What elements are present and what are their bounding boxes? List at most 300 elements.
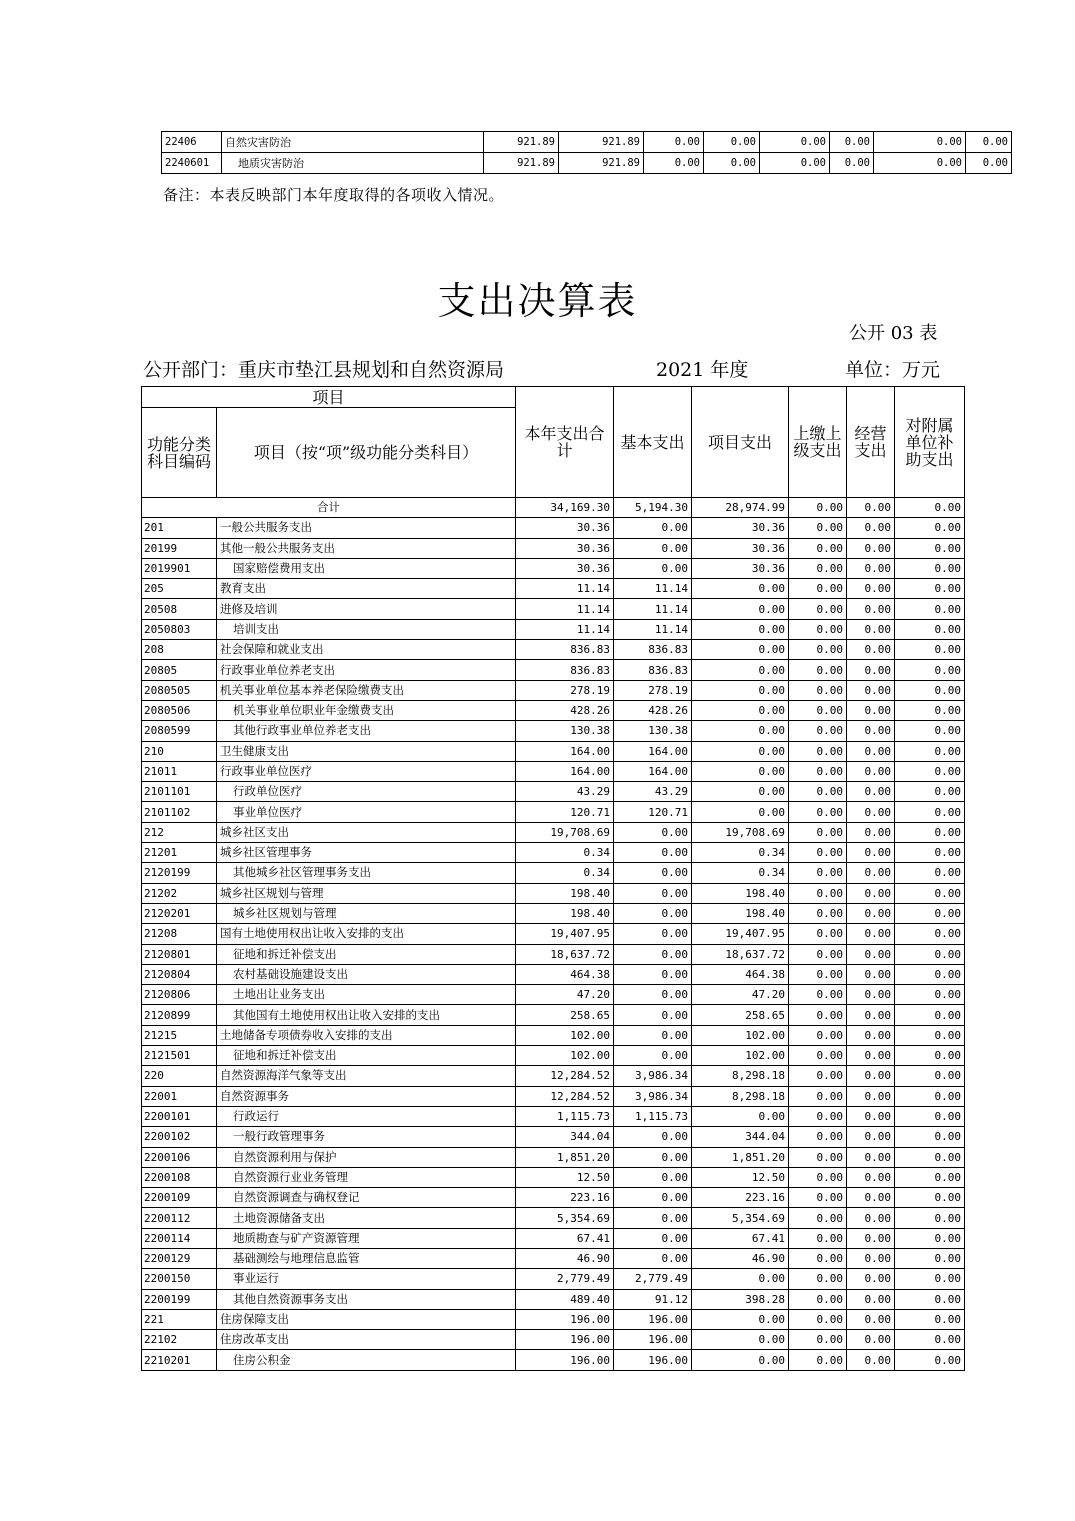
value-cell: 0.00: [895, 883, 965, 903]
value-cell: 0.00: [789, 843, 847, 863]
value-cell: 0.00: [847, 843, 895, 863]
value-cell: 0.00: [895, 640, 965, 660]
table-row: [142, 1046, 965, 1066]
value-cell: 0.00: [895, 1046, 965, 1066]
value-cell: 0.00: [847, 1127, 895, 1147]
table-row: [142, 883, 965, 903]
value-cell: 196.00: [614, 1330, 692, 1350]
value-cell: 5,354.69: [516, 1208, 614, 1228]
value-cell: 258.65: [516, 1005, 614, 1025]
value-cell: 0.00: [847, 579, 895, 599]
name-cell: 其他城乡社区管理事务支出: [217, 863, 516, 883]
table-row: [142, 822, 965, 842]
value-cell: 0.00: [895, 1350, 965, 1370]
value-cell: 0.00: [895, 558, 965, 578]
table-row: [142, 538, 965, 558]
name-cell: 住房保障支出: [217, 1309, 516, 1329]
value-cell: 0.00: [789, 599, 847, 619]
header-basic: 基本支出: [614, 387, 692, 498]
value-cell: 0.00: [895, 1309, 965, 1329]
value-cell: 0.00: [895, 721, 965, 741]
value-cell: 0.00: [895, 1127, 965, 1147]
code-cell: 2050803: [142, 619, 217, 639]
value-cell: 0.00: [789, 1330, 847, 1350]
value-cell: 0.00: [847, 619, 895, 639]
name-cell: 培训支出: [217, 619, 516, 639]
value-cell: 102.00: [692, 1025, 789, 1045]
value-cell: 0.00: [692, 782, 789, 802]
value-cell: 0.00: [692, 1350, 789, 1370]
department-label: 公开部门：重庆市垫江县规划和自然资源局: [143, 359, 505, 381]
value-cell: 0.00: [895, 1289, 965, 1309]
total-label: 合计: [142, 498, 516, 518]
value-cell: 0.00: [789, 1086, 847, 1106]
code-cell: 21201: [142, 843, 217, 863]
value-cell: 8,298.18: [692, 1066, 789, 1086]
value-cell: 0.00: [895, 1330, 965, 1350]
value-cell: 0.00: [789, 903, 847, 923]
table-row: [162, 132, 1012, 153]
value-cell: 0.00: [847, 1086, 895, 1106]
value-cell: 0.00: [692, 700, 789, 720]
value-cell: 11.14: [516, 579, 614, 599]
value-cell: 47.20: [692, 985, 789, 1005]
value-cell: 120.71: [516, 802, 614, 822]
value-cell: 0.00: [830, 153, 874, 174]
value-cell: 164.00: [614, 761, 692, 781]
value-cell: 0.00: [789, 619, 847, 639]
value-cell: 198.40: [692, 903, 789, 923]
code-cell: 2200101: [142, 1106, 217, 1126]
code-cell: 221: [142, 1309, 217, 1329]
value-cell: 0.00: [789, 700, 847, 720]
value-cell: 0.00: [704, 153, 760, 174]
value-cell: 0.00: [847, 1147, 895, 1167]
value-cell: 0.00: [895, 1005, 965, 1025]
name-cell: 进修及培训: [217, 599, 516, 619]
value-cell: 0.00: [847, 822, 895, 842]
value-cell: 198.40: [692, 883, 789, 903]
value-cell: 0.00: [789, 761, 847, 781]
table-row: [142, 1289, 965, 1309]
code-cell: 22001: [142, 1086, 217, 1106]
value-cell: 19,708.69: [692, 822, 789, 842]
value-cell: 0.00: [847, 498, 895, 518]
header-upper: 上缴上级支出: [789, 387, 847, 498]
value-cell: 0.00: [895, 944, 965, 964]
value-cell: 0.00: [895, 619, 965, 639]
value-cell: 11.14: [614, 619, 692, 639]
value-cell: 398.28: [692, 1289, 789, 1309]
value-cell: 0.00: [614, 1147, 692, 1167]
code-cell: 2120201: [142, 903, 217, 923]
value-cell: 0.00: [614, 985, 692, 1005]
code-cell: 21202: [142, 883, 217, 903]
table-row: [142, 1228, 965, 1248]
value-cell: 0.00: [789, 1005, 847, 1025]
value-cell: 0.00: [789, 558, 847, 578]
table-row: [142, 802, 965, 822]
value-cell: 0.00: [847, 782, 895, 802]
code-cell: 21208: [142, 924, 217, 944]
value-cell: 0.00: [895, 1248, 965, 1268]
value-cell: 0.00: [847, 964, 895, 984]
value-cell: 836.83: [516, 660, 614, 680]
value-cell: 0.34: [516, 843, 614, 863]
table-row: [142, 1005, 965, 1025]
code-cell: 2200106: [142, 1147, 217, 1167]
value-cell: 0.00: [789, 863, 847, 883]
table-row: [142, 1127, 965, 1147]
name-cell: 征地和拆迁补偿支出: [217, 1046, 516, 1066]
code-cell: 22406: [162, 132, 222, 153]
value-cell: 0.00: [789, 782, 847, 802]
header-item: 项目: [142, 387, 516, 408]
value-cell: 164.00: [516, 741, 614, 761]
value-cell: 3,986.34: [614, 1066, 692, 1086]
value-cell: 0.00: [614, 1188, 692, 1208]
value-cell: 0.00: [847, 761, 895, 781]
value-cell: 0.00: [847, 1228, 895, 1248]
value-cell: 0.00: [847, 1167, 895, 1187]
value-cell: 0.00: [789, 1167, 847, 1187]
table-row: [142, 924, 965, 944]
table-row: [142, 944, 965, 964]
value-cell: 130.38: [516, 721, 614, 741]
value-cell: 196.00: [614, 1350, 692, 1370]
name-cell: 其他自然资源事务支出: [217, 1289, 516, 1309]
value-cell: 921.89: [484, 153, 559, 174]
table-row: [142, 1208, 965, 1228]
value-cell: 0.00: [789, 944, 847, 964]
value-cell: 0.00: [847, 680, 895, 700]
value-cell: 0.00: [847, 660, 895, 680]
table-row: [142, 903, 965, 923]
value-cell: 0.00: [895, 782, 965, 802]
value-cell: 0.00: [847, 1025, 895, 1045]
value-cell: 0.00: [847, 538, 895, 558]
name-cell: 地质灾害防治: [222, 153, 484, 174]
value-cell: 30.36: [692, 518, 789, 538]
value-cell: 0.00: [895, 1208, 965, 1228]
name-cell: 一般行政管理事务: [217, 1127, 516, 1147]
name-cell: 行政单位医疗: [217, 782, 516, 802]
value-cell: 102.00: [692, 1046, 789, 1066]
name-cell: 地质勘查与矿产资源管理: [217, 1228, 516, 1248]
value-cell: 278.19: [614, 680, 692, 700]
name-cell: 一般公共服务支出: [217, 518, 516, 538]
code-cell: 22102: [142, 1330, 217, 1350]
value-cell: 0.00: [847, 700, 895, 720]
table-row: [142, 1309, 965, 1329]
name-cell: 自然资源利用与保护: [217, 1147, 516, 1167]
code-cell: 2120199: [142, 863, 217, 883]
code-cell: 2101101: [142, 782, 217, 802]
value-cell: 0.00: [847, 802, 895, 822]
value-cell: 0.00: [966, 132, 1012, 153]
value-cell: 102.00: [516, 1025, 614, 1045]
value-cell: 43.29: [516, 782, 614, 802]
value-cell: 0.00: [692, 619, 789, 639]
value-cell: 1,115.73: [614, 1106, 692, 1126]
value-cell: 0.00: [847, 883, 895, 903]
code-cell: 2200150: [142, 1269, 217, 1289]
value-cell: 0.00: [704, 132, 760, 153]
table-row: [142, 579, 965, 599]
value-cell: 0.00: [789, 1025, 847, 1045]
value-cell: 0.00: [895, 1106, 965, 1126]
value-cell: 0.00: [692, 721, 789, 741]
value-cell: 0.00: [760, 132, 830, 153]
value-cell: 0.00: [614, 1228, 692, 1248]
value-cell: 0.00: [614, 944, 692, 964]
name-cell: 其他行政事业单位养老支出: [217, 721, 516, 741]
note: 备注：本表反映部门本年度取得的各项收入情况。: [163, 186, 505, 204]
name-cell: 卫生健康支出: [217, 741, 516, 761]
value-cell: 0.00: [789, 721, 847, 741]
code-cell: 2200199: [142, 1289, 217, 1309]
value-cell: 12,284.52: [516, 1086, 614, 1106]
table-row: [142, 964, 965, 984]
value-cell: 0.00: [614, 538, 692, 558]
value-cell: 30.36: [516, 558, 614, 578]
name-cell: 住房改革支出: [217, 1330, 516, 1350]
value-cell: 0.00: [614, 863, 692, 883]
value-cell: 0.00: [789, 1248, 847, 1268]
table-row: [142, 1167, 965, 1187]
code-cell: 2200114: [142, 1228, 217, 1248]
value-cell: 91.12: [614, 1289, 692, 1309]
value-cell: 836.83: [516, 640, 614, 660]
value-cell: 0.00: [847, 518, 895, 538]
value-cell: 0.00: [830, 132, 874, 153]
value-cell: 0.00: [847, 1269, 895, 1289]
table-row: [142, 599, 965, 619]
value-cell: 0.34: [692, 843, 789, 863]
code-cell: 2101102: [142, 802, 217, 822]
name-cell: 其他一般公共服务支出: [217, 538, 516, 558]
code-cell: 2080505: [142, 680, 217, 700]
name-cell: 其他国有土地使用权出让收入安排的支出: [217, 1005, 516, 1025]
value-cell: 0.00: [614, 964, 692, 984]
value-cell: 0.00: [614, 1046, 692, 1066]
value-cell: 0.00: [895, 599, 965, 619]
value-cell: 0.00: [760, 153, 830, 174]
name-cell: 自然灾害防治: [222, 132, 484, 153]
value-cell: 0.00: [895, 1147, 965, 1167]
code-cell: 20805: [142, 660, 217, 680]
value-cell: 19,708.69: [516, 822, 614, 842]
name-cell: 土地资源储备支出: [217, 1208, 516, 1228]
table-row: [142, 863, 965, 883]
value-cell: 46.90: [692, 1248, 789, 1268]
table-row: [142, 1025, 965, 1045]
value-cell: 12.50: [692, 1167, 789, 1187]
value-cell: 196.00: [516, 1309, 614, 1329]
value-cell: 1,851.20: [516, 1147, 614, 1167]
code-cell: 2121501: [142, 1046, 217, 1066]
value-cell: 0.00: [847, 1005, 895, 1025]
value-cell: 0.00: [847, 1066, 895, 1086]
value-cell: 19,407.95: [516, 924, 614, 944]
value-cell: 921.89: [559, 153, 644, 174]
value-cell: 46.90: [516, 1248, 614, 1268]
value-cell: 836.83: [614, 660, 692, 680]
page-title: 支出决算表: [437, 279, 638, 323]
value-cell: 3,986.34: [614, 1086, 692, 1106]
value-cell: 0.00: [614, 822, 692, 842]
value-cell: 11.14: [614, 599, 692, 619]
value-cell: 0.00: [692, 1309, 789, 1329]
value-cell: 0.00: [895, 538, 965, 558]
value-cell: 0.00: [789, 1127, 847, 1147]
value-cell: 0.00: [692, 579, 789, 599]
value-cell: 34,169.30: [516, 498, 614, 518]
table-row: [142, 843, 965, 863]
table-row: [142, 1330, 965, 1350]
name-cell: 土地出让业务支出: [217, 985, 516, 1005]
value-cell: 0.00: [895, 761, 965, 781]
value-cell: 0.00: [847, 1208, 895, 1228]
value-cell: 12,284.52: [516, 1066, 614, 1086]
table-row: [162, 153, 1012, 174]
value-cell: 0.00: [789, 985, 847, 1005]
value-cell: 0.00: [789, 1106, 847, 1126]
table-row: [142, 1269, 965, 1289]
name-cell: 教育支出: [217, 579, 516, 599]
table-row: [142, 741, 965, 761]
value-cell: 428.26: [516, 700, 614, 720]
table-row: [142, 680, 965, 700]
name-cell: 事业单位医疗: [217, 802, 516, 822]
value-cell: 0.00: [692, 1106, 789, 1126]
value-cell: 0.00: [847, 1330, 895, 1350]
value-cell: 223.16: [692, 1188, 789, 1208]
value-cell: 0.00: [847, 1106, 895, 1126]
value-cell: 0.00: [692, 599, 789, 619]
table-row: [142, 1106, 965, 1126]
value-cell: 1,115.73: [516, 1106, 614, 1126]
previous-table: [161, 131, 1012, 174]
value-cell: 0.00: [847, 1248, 895, 1268]
value-cell: 0.00: [895, 863, 965, 883]
name-cell: 土地储备专项债券收入安排的支出: [217, 1025, 516, 1045]
value-cell: 0.34: [692, 863, 789, 883]
value-cell: 0.00: [614, 558, 692, 578]
value-cell: 196.00: [516, 1330, 614, 1350]
value-cell: 0.00: [789, 1350, 847, 1370]
value-cell: 0.00: [847, 558, 895, 578]
code-cell: 2120804: [142, 964, 217, 984]
name-cell: 基础测绘与地理信息监管: [217, 1248, 516, 1268]
code-cell: 205: [142, 579, 217, 599]
value-cell: 0.00: [847, 863, 895, 883]
value-cell: 196.00: [516, 1350, 614, 1370]
value-cell: 428.26: [614, 700, 692, 720]
value-cell: 0.00: [895, 1086, 965, 1106]
value-cell: 0.00: [895, 1269, 965, 1289]
value-cell: 196.00: [614, 1309, 692, 1329]
table-row: [142, 619, 965, 639]
value-cell: 0.00: [895, 660, 965, 680]
value-cell: 164.00: [614, 741, 692, 761]
name-cell: 机关事业单位职业年金缴费支出: [217, 700, 516, 720]
code-cell: 21011: [142, 761, 217, 781]
name-cell: 住房公积金: [217, 1350, 516, 1370]
value-cell: 28,974.99: [692, 498, 789, 518]
value-cell: 0.00: [789, 1208, 847, 1228]
value-cell: 0.00: [895, 843, 965, 863]
value-cell: 0.00: [644, 132, 704, 153]
header-code: 功能分类科目编码: [142, 408, 217, 498]
table-row: [142, 985, 965, 1005]
code-cell: 2200109: [142, 1188, 217, 1208]
code-cell: 2240601: [162, 153, 222, 174]
code-cell: 2080599: [142, 721, 217, 741]
value-cell: 30.36: [692, 538, 789, 558]
value-cell: 0.00: [614, 843, 692, 863]
name-cell: 自然资源行业业务管理: [217, 1167, 516, 1187]
value-cell: 0.00: [644, 153, 704, 174]
value-cell: 0.00: [847, 903, 895, 923]
value-cell: 0.00: [895, 802, 965, 822]
code-cell: 212: [142, 822, 217, 842]
value-cell: 0.00: [614, 1248, 692, 1268]
name-cell: 农村基础设施建设支出: [217, 964, 516, 984]
value-cell: 198.40: [516, 903, 614, 923]
value-cell: 0.00: [692, 761, 789, 781]
value-cell: 30.36: [692, 558, 789, 578]
value-cell: 0.00: [847, 741, 895, 761]
value-cell: 0.00: [614, 1127, 692, 1147]
code-cell: 2120806: [142, 985, 217, 1005]
table-row: [142, 721, 965, 741]
name-cell: 行政事业单位医疗: [217, 761, 516, 781]
name-cell: 城乡社区规划与管理: [217, 903, 516, 923]
value-cell: 30.36: [516, 518, 614, 538]
value-cell: 120.71: [614, 802, 692, 822]
value-cell: 0.00: [895, 741, 965, 761]
value-cell: 0.00: [847, 721, 895, 741]
table-row: [142, 660, 965, 680]
value-cell: 0.00: [847, 1046, 895, 1066]
name-cell: 城乡社区规划与管理: [217, 883, 516, 903]
code-cell: 2080506: [142, 700, 217, 720]
value-cell: 0.00: [895, 1188, 965, 1208]
code-cell: 2120899: [142, 1005, 217, 1025]
total-row: [142, 498, 965, 518]
value-cell: 464.38: [692, 964, 789, 984]
value-cell: 164.00: [516, 761, 614, 781]
value-cell: 0.00: [895, 1025, 965, 1045]
value-cell: 5,194.30: [614, 498, 692, 518]
value-cell: 489.40: [516, 1289, 614, 1309]
name-cell: 自然资源调查与确权登记: [217, 1188, 516, 1208]
value-cell: 5,354.69: [692, 1208, 789, 1228]
value-cell: 67.41: [516, 1228, 614, 1248]
value-cell: 67.41: [692, 1228, 789, 1248]
code-cell: 2200112: [142, 1208, 217, 1228]
value-cell: 0.00: [789, 498, 847, 518]
value-cell: 0.00: [895, 680, 965, 700]
header-name: 项目（按“项”级功能分类科目）: [217, 408, 516, 498]
value-cell: 0.00: [847, 599, 895, 619]
value-cell: 0.00: [895, 964, 965, 984]
table-row: [142, 640, 965, 660]
table-row: [142, 1350, 965, 1370]
code-cell: 201: [142, 518, 217, 538]
value-cell: 0.00: [895, 700, 965, 720]
